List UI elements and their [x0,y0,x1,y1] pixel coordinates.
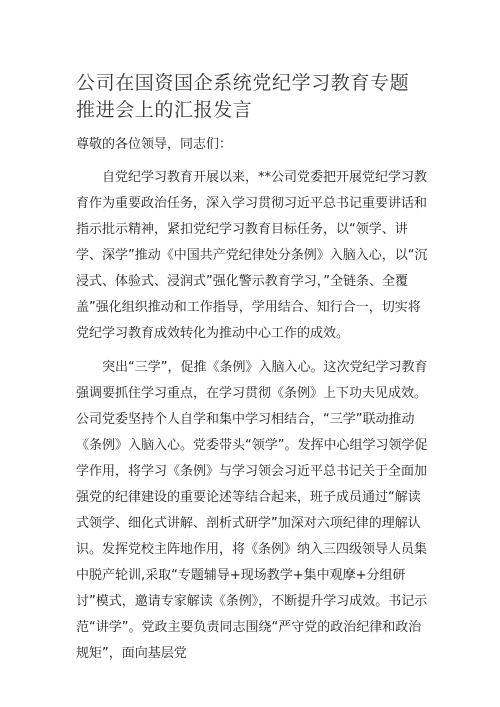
salutation: 尊敬的各位领导，同志们： [76,137,233,152]
paragraph-1: 自党纪学习教育开展以来，**公司党委把开展党纪学习教育作为重要政治任务，深入学习贯彻习近平总书记重要讲话和指示批示精神，紧扣党纪学习教育目标任务，以“领学、讲学、深学”推动《中国共产党纪律处分条例》入脑入心，以“沉浸式、体验式、浸润式”强化警示教育学习，”全链条、全覆盖”强化组织推动和工作指导，学用结合、知行合一，切实将党纪学习教育成效转化为推动中心工作的成效。 [76,170,428,341]
paragraph-2: 突出“三学”，促推《条例》入脑入心。这次党纪学习教育强调要抓住学习重点，在学习贯彻《条例》上下功夫见成效。公司党委坚持个人自学和集中学习相结合，“三学”联动推动《条例》入脑入心。党委带头“领学”。发挥中心组学习领学促学作用，将学习《条例》与学习领会习近平总书记关于全面加强党的纪律建设的重要论述等结合起来，班子成员通过“解读式领学、细化式讲解、剖析式研学”加深对六项纪律的理解认识。发挥党校主阵地作用，将《条例》纳入三四级领导人员集中脱产轮训,采取“专题辅导+现场教学+集中观摩+分组研讨”模式，邀请专家解读《条例》，不断提升学习成效。书记示范“讲学”。党政主要负责同志围绕“严守党的政治纪律和政治规矩”，面向基层党 [76,360,428,661]
document-title: 公司在国资国企系统党纪学习教育专题推进会上的汇报发言 [76,72,410,121]
